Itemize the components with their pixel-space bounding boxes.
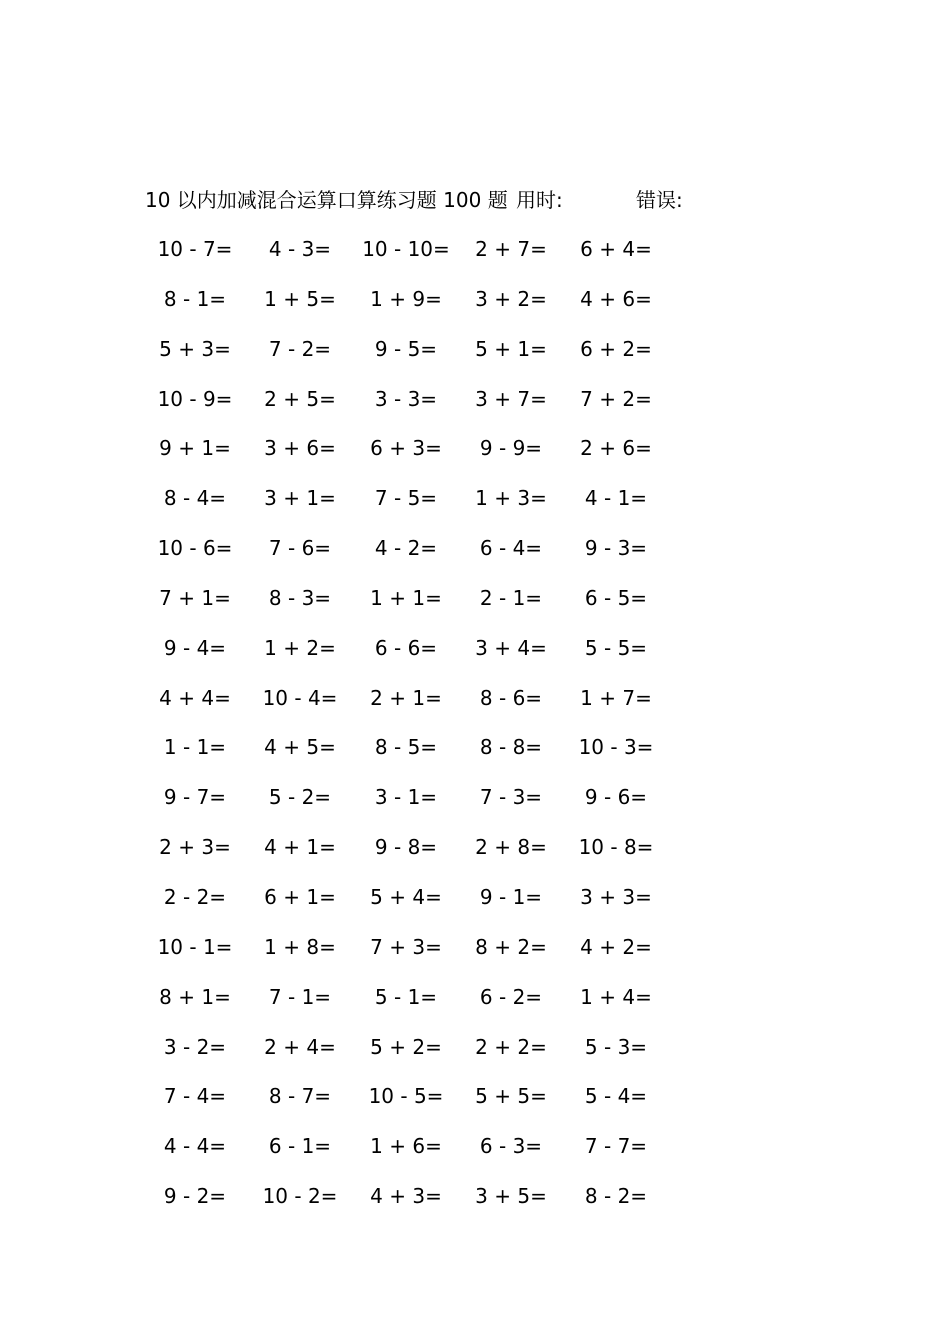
problem-cell: 7 - 1= — [268, 984, 332, 1009]
errors-label: 错误: — [636, 188, 683, 212]
problem-cell: 1 - 1= — [163, 735, 227, 760]
problem-cell: 6 + 4= — [580, 237, 652, 261]
problem-cell: 10 - 1= — [157, 934, 233, 959]
problem-cell: 3 - 2= — [163, 1034, 227, 1059]
problem-row — [140, 1032, 700, 1082]
problem-cell: 1 + 5= — [264, 286, 336, 311]
problem-cell: 7 - 7= — [584, 1134, 648, 1159]
problem-cell: 8 - 6= — [479, 685, 543, 710]
problem-cell: 4 - 1= — [584, 486, 648, 511]
problem-cell: 7 - 6= — [268, 536, 332, 561]
problem-cell: 5 + 5= — [475, 1084, 547, 1109]
problem-cell: 6 + 2= — [580, 336, 652, 361]
problem-cell: 5 - 3= — [584, 1034, 648, 1059]
problem-cell: 3 + 2= — [475, 286, 547, 311]
problem-cell: 9 - 4= — [163, 635, 227, 660]
problem-row — [140, 633, 700, 683]
problem-cell: 3 - 1= — [374, 785, 438, 810]
problem-cell: 3 + 5= — [475, 1184, 547, 1209]
problem-cell: 9 - 7= — [163, 785, 227, 810]
problem-cell: 9 - 1= — [479, 884, 543, 909]
time-label: 用时: — [516, 188, 563, 212]
problem-cell: 7 - 2= — [268, 336, 332, 361]
problem-row — [140, 384, 700, 434]
problem-row — [140, 932, 700, 982]
problem-cell: 8 - 8= — [479, 735, 543, 760]
problem-cell: 1 + 1= — [370, 585, 442, 610]
problem-cell: 6 - 5= — [584, 585, 648, 610]
problem-cell: 5 + 2= — [370, 1034, 442, 1059]
problem-cell: 2 + 6= — [580, 436, 652, 461]
problem-cell: 3 - 3= — [374, 386, 438, 411]
problem-cell: 8 - 5= — [374, 735, 438, 760]
problem-cell: 2 - 1= — [479, 585, 543, 610]
problem-cell: 2 + 1= — [370, 685, 442, 710]
problem-cell: 10 - 9= — [157, 386, 233, 411]
problem-row — [140, 334, 700, 384]
problem-row — [140, 533, 700, 583]
problem-cell: 1 + 8= — [264, 934, 336, 959]
problem-cell: 9 - 2= — [163, 1184, 227, 1209]
problem-cell: 7 + 3= — [370, 934, 442, 959]
problem-cell: 10 - 2= — [262, 1184, 338, 1209]
problem-cell: 10 - 3= — [578, 735, 654, 760]
problem-cell: 3 + 4= — [475, 635, 547, 660]
problem-cell: 1 + 2= — [264, 635, 336, 660]
problem-cell: 6 - 3= — [479, 1134, 543, 1159]
problem-cell: 1 + 7= — [580, 685, 652, 710]
problem-cell: 9 - 8= — [374, 835, 438, 860]
problem-cell: 6 + 1= — [264, 884, 336, 909]
problem-cell: 4 - 3= — [268, 237, 332, 261]
problem-cell: 5 - 4= — [584, 1084, 648, 1109]
worksheet-title: 10 以内加减混合运算口算练习题 100 题 — [145, 188, 508, 212]
problem-cell: 4 + 1= — [264, 835, 336, 860]
problem-cell: 6 - 2= — [479, 984, 543, 1009]
problem-row — [140, 732, 700, 782]
problem-cell: 6 - 4= — [479, 536, 543, 561]
problem-cell: 8 - 7= — [268, 1084, 332, 1109]
problem-cell: 2 + 5= — [264, 386, 336, 411]
problem-cell: 6 - 1= — [268, 1134, 332, 1159]
problem-cell: 10 - 7= — [157, 237, 233, 261]
problem-row — [140, 1131, 700, 1181]
problem-cell: 6 - 6= — [374, 635, 438, 660]
problem-cell: 10 - 8= — [578, 835, 654, 860]
problem-cell: 8 + 2= — [475, 934, 547, 959]
problem-cell: 2 + 3= — [159, 835, 231, 860]
problem-cell: 3 + 6= — [264, 436, 336, 461]
problem-cell: 2 - 2= — [163, 884, 227, 909]
problem-cell: 8 - 4= — [163, 486, 227, 511]
problem-cell: 3 + 3= — [580, 884, 652, 909]
problem-cell: 2 + 2= — [475, 1034, 547, 1059]
problem-cell: 5 - 2= — [268, 785, 332, 810]
problem-cell: 4 + 4= — [159, 685, 231, 710]
problem-cell: 5 + 3= — [159, 336, 231, 361]
problem-cell: 8 - 2= — [584, 1184, 648, 1209]
problem-cell: 2 + 4= — [264, 1034, 336, 1059]
problem-row — [140, 1181, 700, 1231]
problem-row — [140, 982, 700, 1032]
problem-cell: 5 + 1= — [475, 336, 547, 361]
problem-row — [140, 782, 700, 832]
problem-cell: 10 - 10= — [362, 237, 450, 261]
problem-cell: 10 - 5= — [368, 1084, 444, 1109]
problem-row — [140, 284, 700, 334]
problem-grid — [140, 234, 700, 1231]
problem-cell: 5 + 4= — [370, 884, 442, 909]
problem-cell: 7 + 1= — [159, 585, 231, 610]
problem-cell: 8 - 3= — [268, 585, 332, 610]
problem-cell: 4 + 3= — [370, 1184, 442, 1209]
problem-cell: 10 - 4= — [262, 685, 338, 710]
problem-cell: 7 - 5= — [374, 486, 438, 511]
problem-cell: 6 + 3= — [370, 436, 442, 461]
problem-cell: 1 + 9= — [370, 286, 442, 311]
problem-row — [140, 433, 700, 483]
problem-cell: 4 + 2= — [580, 934, 652, 959]
problem-cell: 1 + 4= — [580, 984, 652, 1009]
problem-row — [140, 683, 700, 733]
problem-row — [140, 882, 700, 932]
problem-cell: 8 - 1= — [163, 286, 227, 311]
problem-cell: 2 + 7= — [475, 237, 547, 261]
problem-row — [140, 1081, 700, 1131]
problem-cell: 1 + 3= — [475, 486, 547, 511]
problem-cell: 5 - 1= — [374, 984, 438, 1009]
problem-cell: 10 - 6= — [157, 536, 233, 561]
problem-cell: 1 + 6= — [370, 1134, 442, 1159]
problem-cell: 9 - 5= — [374, 336, 438, 361]
problem-cell: 7 - 3= — [479, 785, 543, 810]
problem-cell: 7 - 4= — [163, 1084, 227, 1109]
problem-row — [140, 483, 700, 533]
problem-cell: 2 + 8= — [475, 835, 547, 860]
problem-row — [140, 234, 700, 284]
problem-row — [140, 832, 700, 882]
problem-cell: 3 + 7= — [475, 386, 547, 411]
problem-cell: 9 - 6= — [584, 785, 648, 810]
problem-cell: 5 - 5= — [584, 635, 648, 660]
problem-cell: 7 + 2= — [580, 386, 652, 411]
problem-cell: 4 - 2= — [374, 536, 438, 561]
problem-cell: 4 - 4= — [163, 1134, 227, 1159]
problem-cell: 9 - 3= — [584, 536, 648, 561]
problem-cell: 3 + 1= — [264, 486, 336, 511]
problem-cell: 9 - 9= — [479, 436, 543, 461]
problem-cell: 9 + 1= — [159, 436, 231, 461]
problem-cell: 4 + 6= — [580, 286, 652, 311]
problem-cell: 4 + 5= — [264, 735, 336, 760]
problem-row — [140, 583, 700, 633]
problem-cell: 8 + 1= — [159, 984, 231, 1009]
